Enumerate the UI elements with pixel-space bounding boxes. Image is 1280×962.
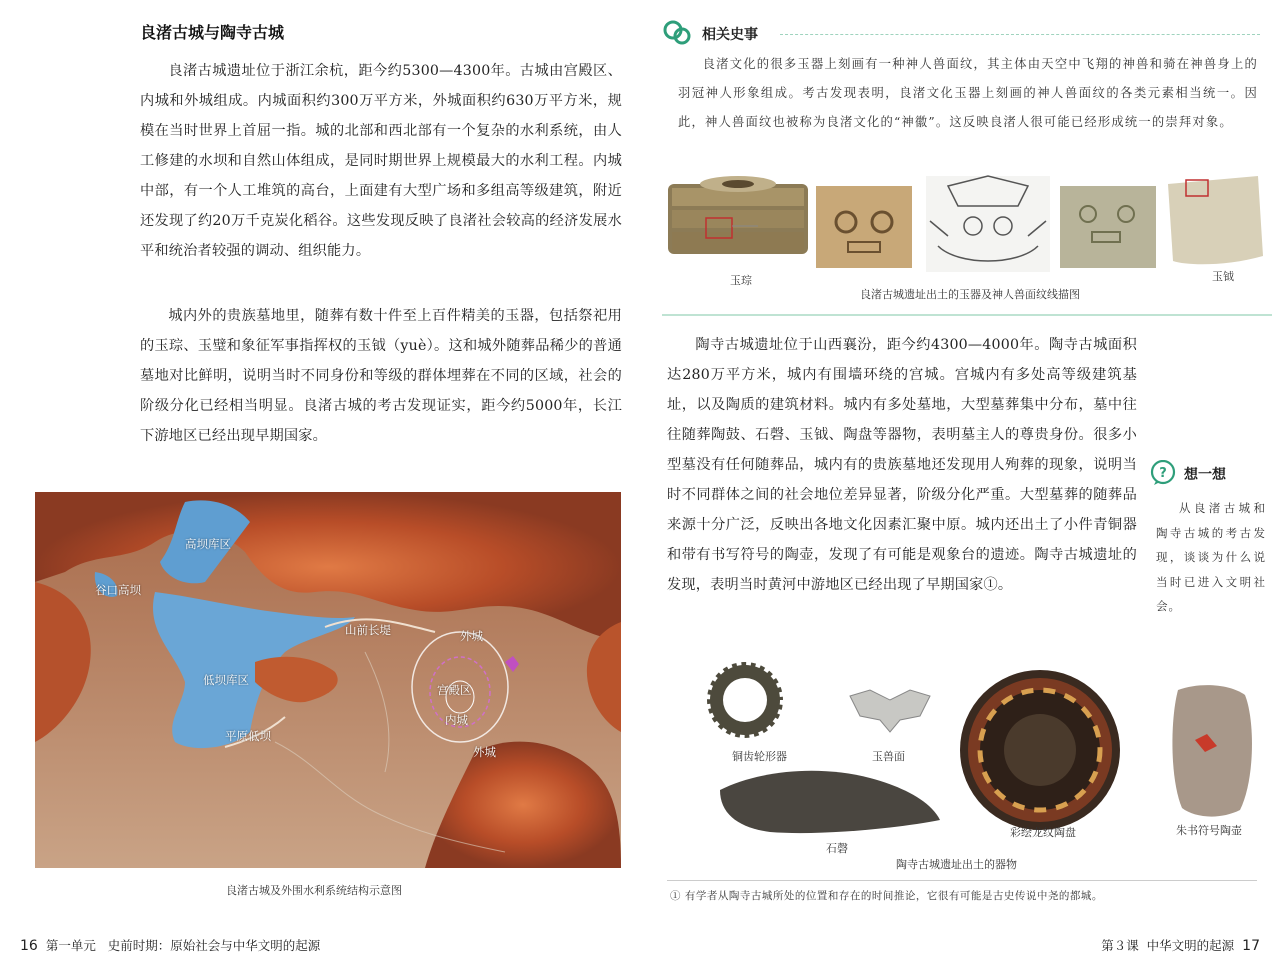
label-stone-chime: 石磬: [826, 842, 848, 855]
footnote: ① 有学者从陶寺古城所处的位置和存在的时间推论，它很有可能是古史传说中尧的都城。: [670, 890, 1103, 902]
label-dragon-plate: 彩绘龙纹陶盘: [1010, 826, 1076, 839]
liangzhu-map: [35, 492, 621, 868]
map-label-plain-low-dam: 平原低坝: [225, 729, 271, 743]
question-bubble-icon: [1150, 460, 1176, 486]
history-box-rule: [780, 34, 1260, 35]
right-footer: [1101, 936, 1268, 954]
taosi-artifacts: [700, 660, 1260, 870]
history-box-text: 良渚文化的很多玉器上刻画有一种神人兽面纹，其主体由天空中飞翔的神兽和骑在神兽身上的羽冠神人形象组成。考古发现表明，良渚文化玉器上刻画的神人兽面纹的各类元素相当统一。因此，神人兽面纹也被称为良渚文化的“神徽”。这反映良渚人很可能已经形成统一的崇拜对象。: [678, 57, 1258, 129]
jade-artifacts-caption: 良渚古城遗址出土的玉器及神人兽面纹线描图: [860, 288, 1080, 301]
right-page: [640, 0, 1280, 962]
footnote-rule: [667, 880, 1257, 881]
lesson-title: 中华文明的起源: [1146, 938, 1235, 953]
section-divider: [662, 314, 1272, 316]
svg-text:?: ?: [1159, 466, 1167, 481]
section-title: 良渚古城与陶寺古城: [140, 23, 285, 42]
relief-map-graphic: [35, 492, 621, 868]
paragraph-liangzhu-tombs: 城内外的贵族墓地里，随葬有数十件至上百件精美的玉器，包括祭祀用的玉琮、玉璧和象征军事指挥权的玉钺（yuè）。这和城外随葬品稀少的普通墓地对比鲜明，说明当时不同身份和等级的群体埋葬在不同的区域，社会的阶级分化已经相当明显。良渚古城的考古发现证实，距今约5000年，长江下游地区已经出现早期国家。: [140, 308, 622, 444]
think-box-title: 想一想: [1184, 467, 1226, 483]
map-label-shanqian-dike: 山前长堤: [345, 623, 391, 637]
map-label-high-dam-reservoir: 高坝库区: [185, 537, 231, 551]
label-inscribed-pot: 朱书符号陶壶: [1176, 824, 1242, 837]
map-label-outer-city-south: 外城: [473, 745, 496, 759]
lesson-label: 第３课: [1101, 938, 1139, 953]
right-page-number: 17: [1242, 938, 1260, 954]
label-jade-cong: 玉琮: [730, 274, 752, 287]
taosi-artifacts-graphic: [700, 660, 1260, 870]
paragraph-liangzhu-city: 良渚古城遗址位于浙江余杭，距今约5300—4300年。古城由宫殿区、内城和外城组成。内城面积约300万平方米，外城面积约630万平方米，规模在当时世界上首屈一指。城的北部和西北部有一个复杂的水利系统，由人工修建的水坝和自然山体组成，是同时期世界上规模最大的水利工程。内城中部，有一个人工堆筑的高台，上面建有大型广场和多组高等级建筑，附近还发现了约20万千克炭化稻谷。这些发现反映了良渚社会较高的经济发展水平和统治者较强的调动、组织能力。: [140, 63, 622, 259]
history-box-icon: [662, 18, 692, 48]
map-label-low-dam-reservoir: 低坝库区: [203, 673, 249, 687]
map-label-inner-city: 内城: [445, 713, 468, 727]
paragraph-taosi-city: 陶寺古城遗址位于山西襄汾，距今约4300—4000年。陶寺古城面积达280万平方米，城内有围墙环绕的宫城。宫城内有多处高等级建筑基址，以及陶质的建筑材料。城内有多处墓地，大型墓葬集中分布，墓中往往随葬陶鼓、石磬、玉钺、陶盘等器物，表明墓主人的尊贵身份。很多小型墓没有任何随葬品，城内有的贵族墓地还发现用人殉葬的现象，说明当时不同群体之间的社会地位差异显著，阶级分化严重。大型墓葬的随葬品来源十分广泛，反映出各地文化因素汇聚中原。城内还出土了小件青铜器和带有书写符号的陶壶，发现了有可能是观象台的遗迹。陶寺古城遗址的发现，表明当时黄河中游地区已经出现了早期国家①。: [667, 337, 1137, 593]
jade-artifacts-strip: [668, 166, 1268, 306]
history-box-title: 相关史事: [702, 27, 758, 43]
label-jade-yue: 玉钺: [1212, 270, 1234, 283]
taosi-artifacts-caption: 陶寺古城遗址出土的器物: [896, 858, 1017, 871]
jade-artifacts-graphic: [668, 166, 1268, 276]
map-label-valley-high-dam: 谷口高坝: [95, 583, 141, 597]
label-bronze-gear: 铜齿轮形器: [732, 750, 787, 763]
unit-label: 第一单元: [45, 938, 96, 953]
think-box-text: 从良渚古城和陶寺古城的考古发现，谈谈为什么说当时已进入文明社会。: [1156, 501, 1266, 613]
unit-title: 史前时期：原始社会与中华文明的起源: [107, 938, 321, 953]
label-jade-mask: 玉兽面: [872, 750, 905, 763]
left-footer: [12, 936, 320, 954]
map-label-outer-city: 外城: [460, 629, 483, 643]
left-page-number: 16: [20, 938, 38, 954]
map-label-palace-area: 宫殿区: [437, 683, 472, 697]
map-caption: 良渚古城及外围水利系统结构示意图: [226, 884, 402, 897]
